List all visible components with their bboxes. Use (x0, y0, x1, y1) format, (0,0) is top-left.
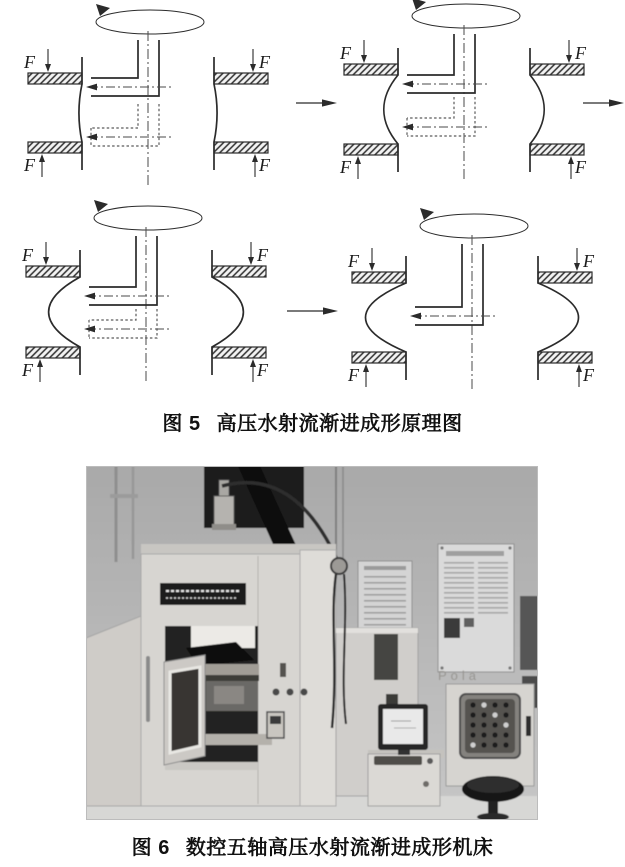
rotation-arrow (96, 10, 204, 34)
clamp-flange (28, 73, 82, 84)
clamp-flange (212, 266, 266, 277)
force-label: F (24, 52, 35, 72)
force-label: F (24, 155, 35, 175)
rotation-arrow (420, 214, 528, 238)
warning-sticker (267, 712, 284, 738)
figure5-caption (0, 407, 625, 436)
shelf-dark (520, 596, 538, 670)
wall-poster-large (438, 544, 514, 672)
figure5-caption-title: 高压水射流渐进成形原理图 (216, 413, 463, 435)
force-label: F (348, 251, 359, 271)
force-label: F (583, 365, 594, 385)
rotation-arrow (94, 206, 202, 230)
clamp-flange (26, 347, 80, 358)
forming-stage-2 (339, 0, 587, 180)
figure6-caption-label: 图 6 (131, 837, 170, 859)
clamp-flange (352, 352, 406, 363)
forming-stage-4 (347, 208, 595, 390)
forming-stage-3 (21, 200, 269, 382)
clamp-flange (344, 144, 398, 155)
nozzle-ghost (91, 104, 138, 128)
figure6-photo (86, 466, 538, 820)
clamp-flange (538, 352, 592, 363)
clamp-flange (214, 142, 268, 153)
clamp-flange (214, 73, 268, 84)
machine-nameplate (160, 583, 246, 605)
figure6-caption-title: 数控五轴高压水射流渐进成形机床 (185, 837, 494, 859)
force-label: F (340, 157, 351, 177)
control-cabinet (446, 684, 534, 786)
force-label: F (257, 360, 268, 380)
water-jet-nozzle (407, 34, 454, 75)
force-label: F (22, 360, 33, 380)
figure5-diagram (0, 0, 625, 400)
computer-monitor (378, 704, 428, 755)
open-door (164, 655, 205, 765)
door-handle (146, 656, 150, 722)
clamp-flange (352, 272, 406, 283)
water-jet-nozzle (415, 244, 462, 307)
force-label: F (348, 365, 359, 385)
pressure-gauge (331, 558, 347, 574)
force-label: F (257, 245, 268, 265)
clamp-flange (28, 142, 82, 153)
nozzle-ghost (407, 97, 454, 118)
door-window (170, 667, 200, 753)
force-label: F (259, 52, 270, 72)
keyboard (374, 756, 422, 765)
force-label: F (575, 157, 586, 177)
water-jet-nozzle (89, 236, 136, 287)
figure6-caption (0, 831, 625, 860)
clamp-flange (344, 64, 398, 75)
forming-stage-1 (23, 4, 271, 186)
clamp-flange (212, 347, 266, 358)
mouse (427, 758, 433, 764)
wall-partial-text: Pola (438, 668, 481, 683)
rotation-arrow (412, 4, 520, 28)
figure5-caption-label: 图 5 (162, 413, 201, 435)
force-label: F (575, 43, 586, 63)
clamp-flange (538, 272, 592, 283)
clamp-flange (530, 144, 584, 155)
force-label: F (22, 245, 33, 265)
force-label: F (259, 155, 270, 175)
water-jet-nozzle (91, 40, 138, 78)
nozzle-ghost (89, 309, 136, 320)
force-label: F (340, 43, 351, 63)
clamp-flange (530, 64, 584, 75)
computer-cart (368, 750, 444, 806)
clamp-flange (26, 266, 80, 277)
force-label: F (583, 251, 594, 271)
photo-scene (86, 466, 538, 820)
